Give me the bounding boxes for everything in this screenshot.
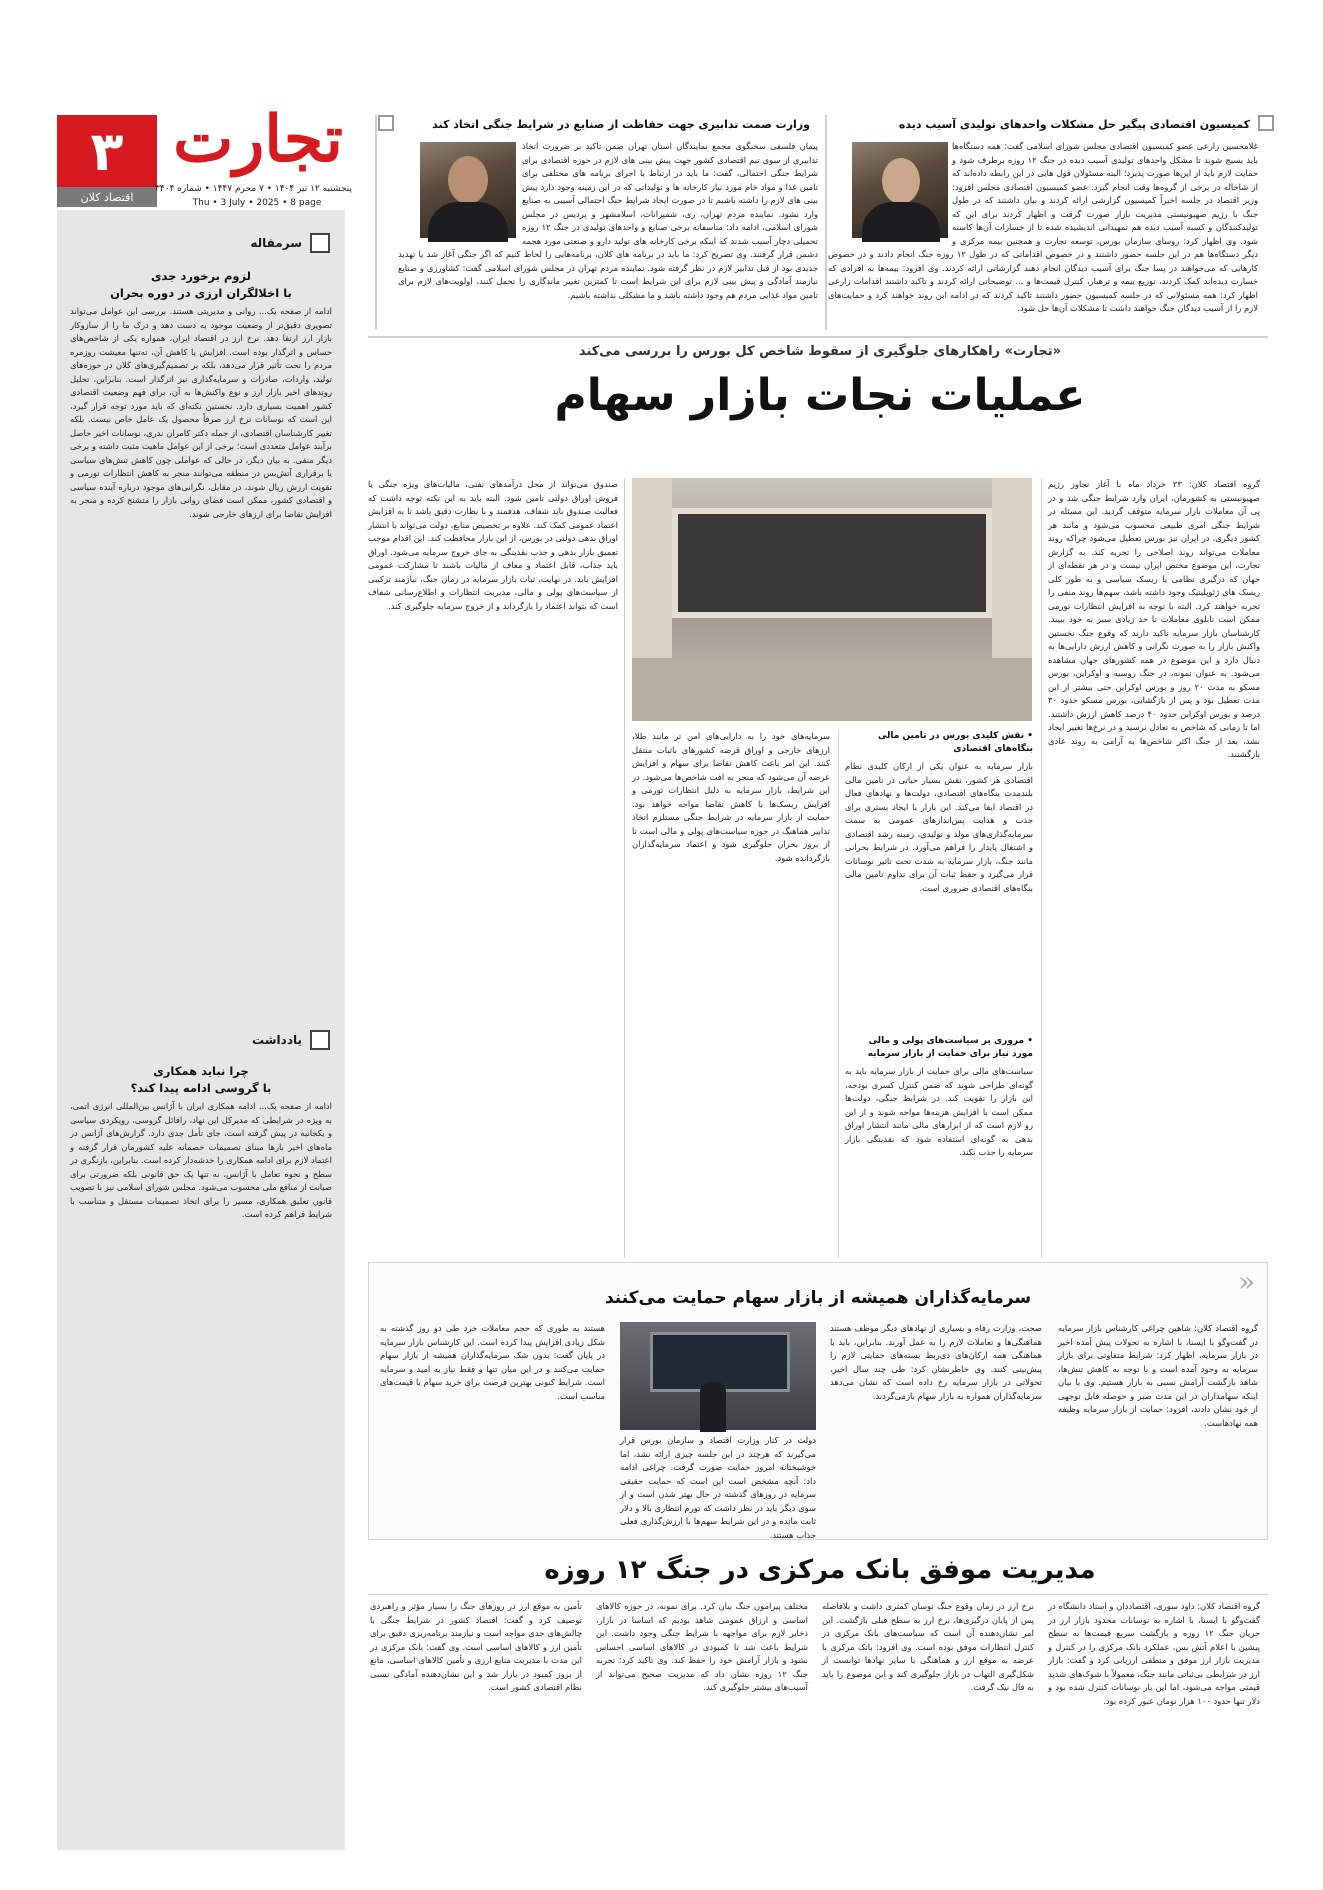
- brief-left-body: [398, 140, 818, 330]
- box-story-col3: دولت در کنار وزارت اقتصاد و سازمان بورس قرار می‌گیرند که هرچند در این جلسه چیزی ارائه نشد، اما خوشبختانه امروز حمایت صورت گرفت. چراغی ادامه داد: آنچه مشخص است این است که حمایت حقیقی سرمایه در روزهای گذشته در حال بهتر شدن است و از سوی دیگر باید در نظر داشت که تورم انتظاری بالا و دلار ثابت مانده و در این شرایط سهم‌ها با ارزش‌گذاری فعلی جذاب هستند.: [620, 1435, 816, 1540]
- box-story-col4: هستند به طوری که حجم معاملات خرد طی دو روز گذشته به شکل زیادی افزایش پیدا کرده است. این کارشناس بازار سرمایه در پایان گفت: بدون شک سرمایه‌گذاران همیشه از بازار سهام حمایت می‌کنند و در این میان تنها و فقط نیاز به امید و سرمایه است. شرایط کنونی بهترین فرصت برای خرید سهام با قیمت‌های مناسب است.: [380, 1323, 605, 1401]
- sidebar-section2-kicker: چرا نباید همکاری: [153, 1064, 249, 1078]
- column-divider: [825, 115, 827, 330]
- main-col2-body: بازار سرمایه به عنوان یکی از ارکان کلیدی نظام اقتصادی هر کشور، نقش بسیار حیاتی در تامین مالی بلندمدت بنگاه‌های اقتصادی، دولت‌ها و نهادهای فعال در اقتصاد ایفا می‌کند. این بازار با ایجاد بستری برای جذب و هدایت پس‌اندازهای عمومی به سمت سرمایه‌گذاری‌های مولد و تولیدی، زمینه رشد اقتصادی و اشتغال پایدار را فراهم می‌آورد. در شرایط بحرانی مانند جنگ، بازار سرمایه به شدت تحت تاثیر نوسانات قرار می‌گیرد و حفظ ثبات آن برای تداوم تامین مالی بنگاه‌های اقتصادی ضروری است.: [845, 761, 1033, 893]
- bottom-col1: گروه اقتصاد کلان: داود سوری، اقتصاددان و استاد دانشگاه در گفت‌وگو با ایسنا، با اشاره به نوسانات محدود بازار ارز در جریان جنگ ۱۲ روزه و بازگشت سریع قیمت‌ها به سطح پیشین با اعلام آتش بس، عملکرد بانک مرکزی را در کنترل و مدیریت بازار ارز موفق و منطقی ارزیابی کرد و گفت: بازار ارز در شرایطی بی‌ثباتی مانند جنگ، معمولاً با شوک‌های شدید قیمتی مواجه می‌شود، اما این بار نوسانات کنترل شده بود و دلار تنها حدود ۱۰۰ هزار تومان عبور کرده بود.: [1048, 1601, 1260, 1706]
- brief-right-body: [828, 140, 1258, 330]
- box-story-col1: گروه اقتصاد کلان: شاهین چراغی کارشناس بازار سرمایه در گفت‌وگو با ایسنا، با اشاره به تحولات پیش آمده اخیر در بازار سرمایه، اظهار کرد: شرایط متفاوتی برای بازار سرمایه به وجود آمده است و با توجه به کاهش تنش‌ها، شاهد بازگشت آرامش نسبی به بازار هستیم. وی با بیان اینکه سهامداران در این مدت صبر و حوصله قابل توجهی از خود نشان دادند، افزود: حمایت از بازار سرمایه وظیفه همه نهادهاست.: [1058, 1323, 1258, 1428]
- sidebar-section2-body: ادامه از صفحه یک... ادامه همکاری ایران با آژانس بین‌المللی انرژی اتمی، به ویژه در شرایطی که مدیرکل این نهاد، رافائل گروسی، رویکردی سیاسی و یکجانبه در پیش گرفته است، جای تأمل جدی دارد. گزارش‌های آژانس در ماه‌های اخیر بارها مبنای تصمیمات خصمانه علیه کشورمان قرار گرفته و اعتماد لازم برای ادامه همکاری را خدشه‌دار کرده است. بنابراین، بازنگری در سطح و نحوه تعامل با آژانس، نه تنها یک حق قانونی بلکه ضرورتی برای صیانت از منافع ملی محسوب می‌شود. مجلس شورای اسلامی نیز با تصویب قانون تعلیق همکاری، مسیر را برای اتخاذ تصمیمات مستقل و متناسب با شرایط فراهم کرده است.: [70, 1101, 332, 1219]
- bottom-col4: تأمین به موقع ارز در روزهای جنگ را بسیار مؤثر و راهبردی توصیف کرد و گفت: اقتصاد کشور در شرایط جنگی با چالش‌های جدی مواجه است و نیازمند برنامه‌ریزی دقیق برای تأمین ارز و کالاهای اساسی است. وی گفت: بانک مرکزی در این مدت با مدیریت منابع ارزی و تأمین کالاهای اساسی، مانع از بروز کمبود در بازار شد و این نشان‌دهنده آمادگی نسبی نظام اقتصادی کشور است.: [370, 1601, 582, 1692]
- brief-marker-icon: [1258, 115, 1274, 131]
- newspaper-logo: تجارت: [173, 102, 343, 177]
- sidebar-section1-label: سرمقاله: [250, 236, 302, 250]
- horizontal-rule: [368, 336, 1268, 338]
- sidebar-section1-kicker: لزوم برخورد جدی: [150, 269, 252, 283]
- sidebar-section2-title: با گروسی ادامه پیدا کند؟: [130, 1081, 272, 1095]
- section-square-icon: [310, 233, 330, 253]
- dateline-fa: پنجشنبه ۱۲ تیر ۱۴۰۴ • ۷ محرم ۱۴۴۷ • شماره ۳۴۰۴: [154, 184, 352, 194]
- box-story-headline: سرمایه‌گذاران همیشه از بازار سهام حمایت می‌کنند: [604, 1288, 1032, 1308]
- sidebar-section1-body: ادامه از صفحه یک... روانی و مدیریتی هستند. بررسی این عوامل می‌تواند تصویری دقیق‌تر از وضعیت موجود به دست دهد و درک ما را از سازوکار بازار ارز ارتقا دهد. نرخ ارز در اقتصاد ایران، همواره یکی از شاخص‌های حساس و اثرگذار بوده است. افزایش یا کاهش آن، نه‌تنها معیشت روزمره مردم را تحت تأثیر قرار می‌دهد، بلکه بر تصمیم‌گیری‌های کلان در حوزه‌های تولید، واردات، صادرات و سرمایه‌گذاری نیز اثرگذار است. بنابراین، تحلیل روندهای اخیر بازار ارز و نوع واکنش‌ها به آن، برای فهم وضعیت اقتصادی کشور اهمیت بسیاری دارد. نخستین نکته‌ای که باید مورد توجه قرار گیرد، این است که نوسانات نرخ ارز صرفاً محصول یک عامل خاص نیست. بلکه تغییر کارشناسان اقتصادی، از جمله دکتر کامران ندری، نوسانات اخیر حاصل برآیند عوامل متعددی است؛ برخی از این عوامل ماهیت مثبت داشته و برخی دیگر منفی. به بیان دیگر، در حالی که عواملی چون کاهش تنش‌های سیاسی یا برقراری آتش‌بس در منطقه می‌توانند منجر به کاهش انتظارات تورمی و تقویت ارزش ریال شوند، در مقابل، نگرانی‌های موجود درباره آینده سیاسی و اقتصادی کشور، ممکن است فضای روانی بازار را متشنج کرده و منجر به افزایش تقاضا برای ارزهای خارجی شوند.: [70, 306, 332, 519]
- bottom-col2: نرخ ارز در زمان وقوع جنگ نوسان کمتری داشت و بلافاصله پس از پایان درگیری‌ها، نرخ ارز به سطح قبلی بازگشت. این امر نشان‌دهنده آن است که سیاست‌های بانک مرکزی در کنترل انتظارات موفق بوده است. وی افزود: بانک مرکزی با عرضه به موقع ارز و هماهنگی با سایر نهادها توانست از شکل‌گیری التهاب در بازار جلوگیری کند و این موضوع را باید به فال نیک گرفت.: [822, 1601, 1034, 1692]
- column-divider: [1041, 478, 1042, 1258]
- main-col2-body2: سیاست‌های مالی برای حمایت از بازار سرمایه باید به گونه‌ای طراحی شوند که ضمن کنترل کسری بودجه، این بازار را تقویت کند. در شرایط جنگی، دولت‌ها ممکن است با افزایش هزینه‌ها مواجه شوند و از این رو لازم است که از ابزارهای مالی مانند انتشار اوراق بدهی به گونه‌ای استفاده شود که نقدینگی بازار سرمایه را جذب نکند.: [845, 1066, 1033, 1157]
- column-divider: [375, 115, 377, 330]
- main-kicker: «تجارت» راهکارهای جلوگیری از سقوط شاخص کل بورس را بررسی می‌کند: [578, 344, 1062, 359]
- brief-left-title: وزارت صمت تدابیری جهت حفاظت از صنایع در شرایط جنگی اتخاذ کند: [432, 118, 810, 131]
- column-divider: [838, 730, 839, 1258]
- horizontal-rule: [368, 1594, 1268, 1595]
- box-story-col2: صحت، وزارت رفاه و بسیاری از نهادهای دیگر موظف هستند هماهنگی‌ها و تعاملات لازم را به عمل آورند. بنابراین، باید با هماهنگی همه ارکان‌های ذی‌ربط بسته‌های حمایتی لازم را پیش‌بینی کنند. وی خاطرنشان کرد: طی چند سال اخیر، تحولاتی در بازار سرمایه رخ داده است که نشان می‌دهد سرمایه‌گذاران همواره به بازار سهام بازمی‌گردند.: [830, 1323, 1042, 1401]
- brief-left-text: پیمان فلسفی سخنگوی مجمع نمایندگان استان تهران ضمن تاکید بر ضرورت اتخاذ تدابیری از سوی تیم اقتصادی کشور جهت پیش بینی های لازم در حوزه اقتصادی برای شرایط جنگی احتمالی، گفت: ما باید در ارتباط با اجرای برنامه های مختلفی برای تامین غذا و مواد خام مورد نیاز کارخانه ها و تولیداتی که در این زمینه وجود دارد پیش بینی های لازم را داشته باشیم تا در صورت ایجاد شرایط جنگ احتمالی آسیبی به صنایع وارد نشود. نماینده مردم تهران، ری، شمیرانات، اسلامشهر و پردیس در مجلس شورای اسلامی، ادامه داد: متاسفانه برخی صنایع و واحدهای تولیدی در جنگ ۱۲ روزه تحمیلی دچار آسیب شدند که اینکه برخی کارخانه های تولید دارو و صنعتی مورد هجمه دشمن قرار گرفتند. وی تصریح کرد: ما باید در برنامه های کلان، برنامه‌هایی را لحاظ کنیم که اگر جنگی آغاز شد یا تهدید جدیدی بود از قبل تدابیر لازم در نظر گرفته شود. نماینده مردم تهران در مجلس شورای اسلامی گفت: کشاورزی و صنایع نیازمند آمادگی و پیش بینی لازم برای این شرایط است تا کمترین تغییر ماندگاری را تحمل کنند، اولویت‌های لازم برای تامین مواد غذایی مردم هم وجود داشته باشد و ما مشکلی نداشته باشیم.: [398, 141, 818, 300]
- sidebar-section1-title: با اخلالگران ارزی در دوره بحران: [110, 286, 292, 300]
- dateline-en: Thu • 3 July • 2025 • 8 page: [192, 198, 322, 208]
- sidebar-section2-label: یادداشت: [252, 1033, 302, 1047]
- bottom-col3: مختلف پیرامون جنگ بیان کرد. برای نمونه، در حوزه کالاهای اساسی و ارزاق عمومی شاهد بودیم که اساسا در بازار، ذخایر لازم برای مواجهه با شرایط جنگی وجود داشت. این شرایط باعث شد تا کمبودی در کالاهای اساسی احساس نشود و بازار آرامش خود را حفظ کند. وی تاکید کرد: تجربه جنگ ۱۲ روزه نشان داد که مدیریت صحیح می‌تواند از آسیب‌های بیشتر جلوگیری کند.: [596, 1601, 808, 1692]
- brief-marker-icon: [378, 115, 394, 131]
- stock-exchange-photo: [632, 478, 1032, 721]
- section-square-icon: [310, 1030, 330, 1050]
- box-story-photo: [620, 1322, 816, 1430]
- main-headline: عملیات نجات بازار سهام: [554, 370, 1086, 421]
- brief-right-text: غلامحسین زارعی عضو کمیسیون اقتصادی مجلس شورای اسلامی گفت: همه دستگاه‌ها باید بسیج شوند تا مشکل واحدهای تولیدی آسیب دیده در جنگ ۱۲ روزه برطرف شود و حمایت لازم باید از این‌ها صورت پذیرد؛ البته مسئولان قول هایی در این رابطه داده‌اند که از شاخاله در برخی از گروه‌ها وقت انجام گیرد. عضو کمیسیون اقتصادی مجلس افزود: وزیر اقتصاد در جلسه اخیراً کمیسیون گزارشی ارائه کردند و بیان داشتند که در طول جنگ با رژیم صهیونیستی مدیریت بازار صورت گرفت و اظهار کردند برای این که تولیدکنندگان و کسبه آسیب دیده هم تمهیداتی اندیشیده شده تا از خسارات آن‌ها کاسته شود. وی اظهار کرد: روسای سازمان بورس، توسعه تجارت و همچنین بیمه مرکزی و دیگر دستگاه‌ها هم در این جلسه حضور داشتند و در خصوص اقداماتی که در طول ۱۲ روزه جنگ انجام دادند و در خصوص کارهایی که می‌خواهند در پسا جنگ برای آسیب دیدگان انجام دهند گزارشاتی ارائه کردند. وی افزود: بیمه‌ها به افرادی که خسارت دیده‌اند کمک کردند، توزیع بیمه و ترهبار، کنترل قیمت‌ها و ... توضیحاتی ارائه کردند و تاکید داشتند اقدامات زارعی اظهار کرد: همه مسئولانی که در جلسه کمیسیون حضور داشتند تاکید کردند که در ادامه این روند خواهند کرد و حمایت‌های لازم را از آسیب دیدگان جنگ خواهند داشت تا مشکلات آن‌ها حل شود.: [828, 141, 1259, 313]
- quote-icon: «: [1238, 1265, 1256, 1298]
- main-col2-heading2: • مروری بر سیاست‌های پولی و مالی مورد نیاز برای حمایت از بازار سرمایه: [867, 1036, 1033, 1059]
- screen-board: [672, 508, 992, 618]
- sidebar-section2-header: [230, 1030, 330, 1050]
- main-col4: صندوق می‌تواند از محل درآمدهای نفتی، مالیات‌های ویژه جنگی یا فروش اوراق دولتی تامین شود. البته باید به این نکته توجه داشت که فعالیت صندوق باید شفاف، هدفمند و با نظارت دقیق باشد تا به افزایش اعتماد عمومی کمک کند. علاوه بر تخصیص منابع، دولت می‌تواند با انتشار اوراق بدهی دولتی در بورس، از این بازار محافظت کند. این اقدام موجب تعمیق بازار بدهی و جذب نقدینگی به جای خروج سرمایه می‌شود. اوراق باید جذاب، قابل اعتماد و معاف از مالیات باشند تا مشارکت عمومی افزایش یابد. در نهایت، ثبات بازار سرمایه در زمان جنگ، نیازمند ترکیبی از سیاست‌های پولی و مالی، مدیریت انتظارات و اطلاع‌رسانی شفاف است که بتواند اعتماد را بازگرداند و از خروج سرمایه جلوگیری کند.: [368, 479, 618, 611]
- main-col1: گروه اقتصاد کلان: ۲۳ خرداد ماه با آغاز تجاوز رژیم صهیونیستی به کشورمان، ایران وارد شرایط جنگی شد و در پی آن معاملات بازار سرمایه متوقف گردید. این مسئله در شرایط جنگی امری طبیعی محسوب می‌شود و مانند هر کشور دیگری، در ایران نیز بورس تعطیل می‌شود چراکه روند معاملات می‌تواند روند اصلاحی را تجربه کند. به گزارش تجارت، این موضوع مختص ایران نیست و در هر نقطه‌ای از جهان که درگیری نظامی یا ریسک سیاسی و به طور کلی ریسک های ژئوپلیتیک وجود داشته باشد، سهم‌ها روند منفی را تجربه خواهند کرد. البته با توجه به افزایش انتظارات تورمی ممکن است تابلوی معاملات تا حد زیادی سبز به خود ببیند. کارشناسان بازار سرمایه تاکید دارند که وقوع جنگ نخستین واکنش بازار را به صورت نگرانی و کاهش ارزش دارایی‌ها به دنبال دارد و این موضوع در همه کشورهای جهان مشاهده می‌شود. به عنوان نمونه، در جنگ روسیه و اوکراین، بورس مسکو به مدت ۲۰ روز و بورس اوکراین حتی بیشتر از این مدت تعطیل بود و پس از بازگشایی، بورس مسکو حدود ۳۰ درصد و بورس اوکراین حدود ۴۰ درصد کاهش ارزش داشتند. اما تا زمانی که شاخص به تعادل نرسید و در نرخ‌ها تغییر ایجاد نشد، بعد از جنگ اکثر شاخص‌ها به آرامی به روند عادی بازگشتند.: [1048, 479, 1261, 759]
- main-col2-heading1: • نقش کلیدی بورس در تامین مالی بنگاه‌های اقتصادی: [877, 731, 1033, 754]
- brief-right-title: کمیسیون اقتصادی پیگیر حل مشکلات واحدهای تولیدی آسیب دیده: [898, 118, 1250, 131]
- main-col3: سرمایه‌های خود را به دارایی‌های امن تر مانند طلا، ارزهای خارجی و اوراق قرضه کشورهای باثبات منتقل کنند. این امر باعث کاهش تقاضا برای سهام و افزایش عرضه آن می‌شود که منجر به افت شاخص‌ها می‌شود. در این شرایط، بازار سرمایه به دلیل انتظارات تورمی و افزایش ریسک‌ها با کاهش تقاضا مواجه خواهد بود. حمایت از بازار سرمایه در شرایط جنگی مستلزم اتخاذ تدابیر هماهنگ در حوزه سیاست‌های پولی و مالی است تا از بروز بحران جلوگیری شود و اعتماد سرمایه‌گذاران بازگردانده شود.: [632, 731, 830, 863]
- sidebar-section1-header: [230, 233, 330, 253]
- page-number-badge: ۳: [57, 115, 157, 187]
- column-divider: [624, 478, 625, 1258]
- bottom-headline: مدیریت موفق بانک مرکزی در جنگ ۱۲ روزه: [544, 1555, 1096, 1585]
- section-label: اقتصاد کلان: [57, 187, 157, 207]
